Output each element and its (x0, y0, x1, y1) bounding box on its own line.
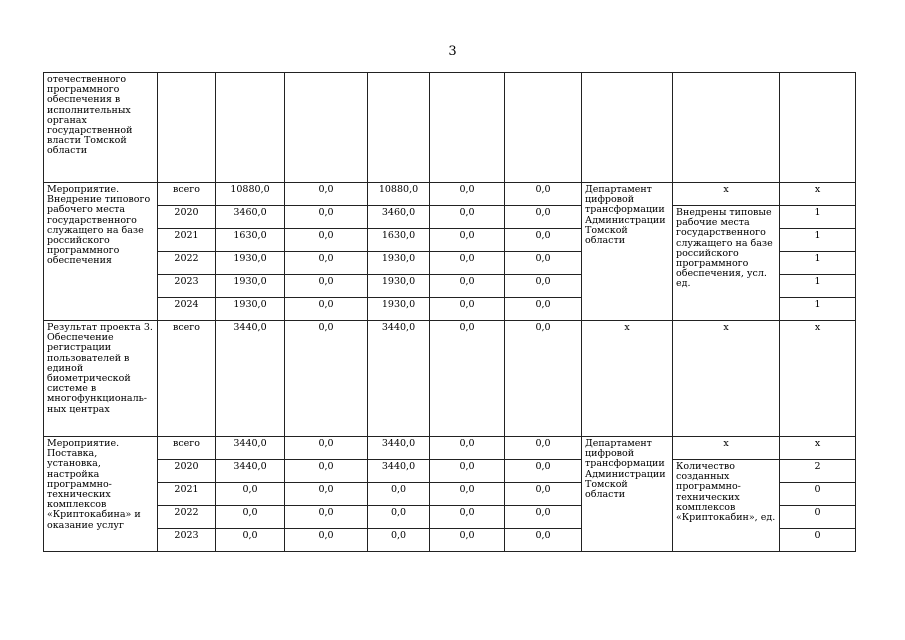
result-name-cell: Результат проекта 3. Обеспечение регистрации пользователей в единой биометрической системе в многофункциональ-ных центрах (44, 321, 158, 437)
other-cell: 0,0 (505, 206, 582, 229)
other-cell: 0,0 (505, 529, 582, 552)
indicator-cell: x (673, 183, 780, 206)
federal-cell: 0,0 (285, 529, 368, 552)
total-cell: 0,0 (216, 529, 285, 552)
other-cell: 0,0 (505, 252, 582, 275)
federal-cell: 0,0 (285, 321, 368, 437)
year-cell: 2020 (158, 206, 216, 229)
table-row (44, 321, 856, 437)
value-cell: 1 (780, 206, 856, 229)
municipal-cell: 0,0 (430, 460, 505, 483)
year-cell: 2023 (158, 529, 216, 552)
table-row (44, 73, 856, 183)
total-cell: 1930,0 (216, 275, 285, 298)
municipal-cell: 0,0 (430, 229, 505, 252)
empty-cell (285, 73, 368, 183)
year-cell: 2021 (158, 229, 216, 252)
year-cell: всего (158, 437, 216, 460)
empty-cell (505, 73, 582, 183)
federal-cell: 0,0 (285, 252, 368, 275)
value-cell: 0 (780, 529, 856, 552)
empty-cell (582, 73, 673, 183)
other-cell: 0,0 (505, 437, 582, 460)
table-row (44, 437, 856, 460)
activity-name-cell: отечественного программного обеспечения в исполнительных органах государственной власти Томской области (44, 73, 158, 183)
total-cell: 3460,0 (216, 206, 285, 229)
year-cell: 2022 (158, 506, 216, 529)
activity-name-cell: Мероприятие. Поставка, установка, настройка программно-технических комплексов «Криптокабина» и оказание услуг (44, 437, 158, 552)
value-cell: 1 (780, 298, 856, 321)
federal-cell: 0,0 (285, 506, 368, 529)
value-cell: 0 (780, 506, 856, 529)
department-cell: Департамент цифровой трансформации Администрации Томской области (582, 183, 673, 321)
empty-cell (780, 73, 856, 183)
year-cell: всего (158, 321, 216, 437)
activity-name-cell: Мероприятие. Внедрение типового рабочего места государственного служащего на базе российского программного обеспечения (44, 183, 158, 321)
other-cell: 0,0 (505, 483, 582, 506)
other-cell: 0,0 (505, 183, 582, 206)
municipal-cell: 0,0 (430, 506, 505, 529)
municipal-cell: 0,0 (430, 321, 505, 437)
total-cell: 1930,0 (216, 298, 285, 321)
value-cell: 1 (780, 229, 856, 252)
indicator-cell: Количество созданных программно-технических комплексов «Криптокабин», ед. (673, 460, 780, 552)
regional-cell: 3440,0 (368, 437, 430, 460)
total-cell: 1630,0 (216, 229, 285, 252)
empty-cell (368, 73, 430, 183)
year-cell: 2022 (158, 252, 216, 275)
federal-cell: 0,0 (285, 483, 368, 506)
federal-cell: 0,0 (285, 275, 368, 298)
table-row (44, 206, 856, 229)
other-cell: 0,0 (505, 229, 582, 252)
program-table (43, 72, 856, 552)
municipal-cell: 0,0 (430, 483, 505, 506)
other-cell: 0,0 (505, 460, 582, 483)
empty-cell (673, 73, 780, 183)
total-cell: 3440,0 (216, 460, 285, 483)
regional-cell: 0,0 (368, 483, 430, 506)
municipal-cell: 0,0 (430, 529, 505, 552)
value-cell: x (780, 183, 856, 206)
department-cell: Департамент цифровой трансформации Администрации Томской области (582, 437, 673, 552)
regional-cell: 3440,0 (368, 321, 430, 437)
municipal-cell: 0,0 (430, 183, 505, 206)
year-cell: 2023 (158, 275, 216, 298)
value-cell: 2 (780, 460, 856, 483)
year-cell: 2020 (158, 460, 216, 483)
other-cell: 0,0 (505, 275, 582, 298)
federal-cell: 0,0 (285, 298, 368, 321)
regional-cell: 3460,0 (368, 206, 430, 229)
total-cell: 0,0 (216, 506, 285, 529)
other-cell: 0,0 (505, 321, 582, 437)
value-cell: x (780, 437, 856, 460)
value-cell: 1 (780, 275, 856, 298)
table-row (44, 183, 856, 206)
municipal-cell: 0,0 (430, 252, 505, 275)
total-cell: 1930,0 (216, 252, 285, 275)
regional-cell: 0,0 (368, 506, 430, 529)
year-cell: 2021 (158, 483, 216, 506)
value-cell: x (780, 321, 856, 437)
total-cell: 0,0 (216, 483, 285, 506)
regional-cell: 1930,0 (368, 275, 430, 298)
regional-cell: 3440,0 (368, 460, 430, 483)
regional-cell: 0,0 (368, 529, 430, 552)
federal-cell: 0,0 (285, 183, 368, 206)
other-cell: 0,0 (505, 298, 582, 321)
total-cell: 3440,0 (216, 321, 285, 437)
department-cell: x (582, 321, 673, 437)
regional-cell: 1630,0 (368, 229, 430, 252)
municipal-cell: 0,0 (430, 206, 505, 229)
value-cell: 0 (780, 483, 856, 506)
federal-cell: 0,0 (285, 437, 368, 460)
regional-cell: 10880,0 (368, 183, 430, 206)
municipal-cell: 0,0 (430, 298, 505, 321)
table-row (44, 460, 856, 483)
federal-cell: 0,0 (285, 229, 368, 252)
municipal-cell: 0,0 (430, 275, 505, 298)
indicator-cell: Внедрены типовые рабочие места государственного служащего на базе российского программного обеспечения, усл. ед. (673, 206, 780, 321)
year-cell: всего (158, 183, 216, 206)
total-cell: 10880,0 (216, 183, 285, 206)
federal-cell: 0,0 (285, 206, 368, 229)
indicator-cell: x (673, 437, 780, 460)
empty-cell (216, 73, 285, 183)
regional-cell: 1930,0 (368, 298, 430, 321)
empty-cell (430, 73, 505, 183)
empty-cell (158, 73, 216, 183)
page-number: 3 (448, 44, 457, 59)
indicator-cell: x (673, 321, 780, 437)
year-cell: 2024 (158, 298, 216, 321)
value-cell: 1 (780, 252, 856, 275)
municipal-cell: 0,0 (430, 437, 505, 460)
total-cell: 3440,0 (216, 437, 285, 460)
other-cell: 0,0 (505, 506, 582, 529)
federal-cell: 0,0 (285, 460, 368, 483)
regional-cell: 1930,0 (368, 252, 430, 275)
